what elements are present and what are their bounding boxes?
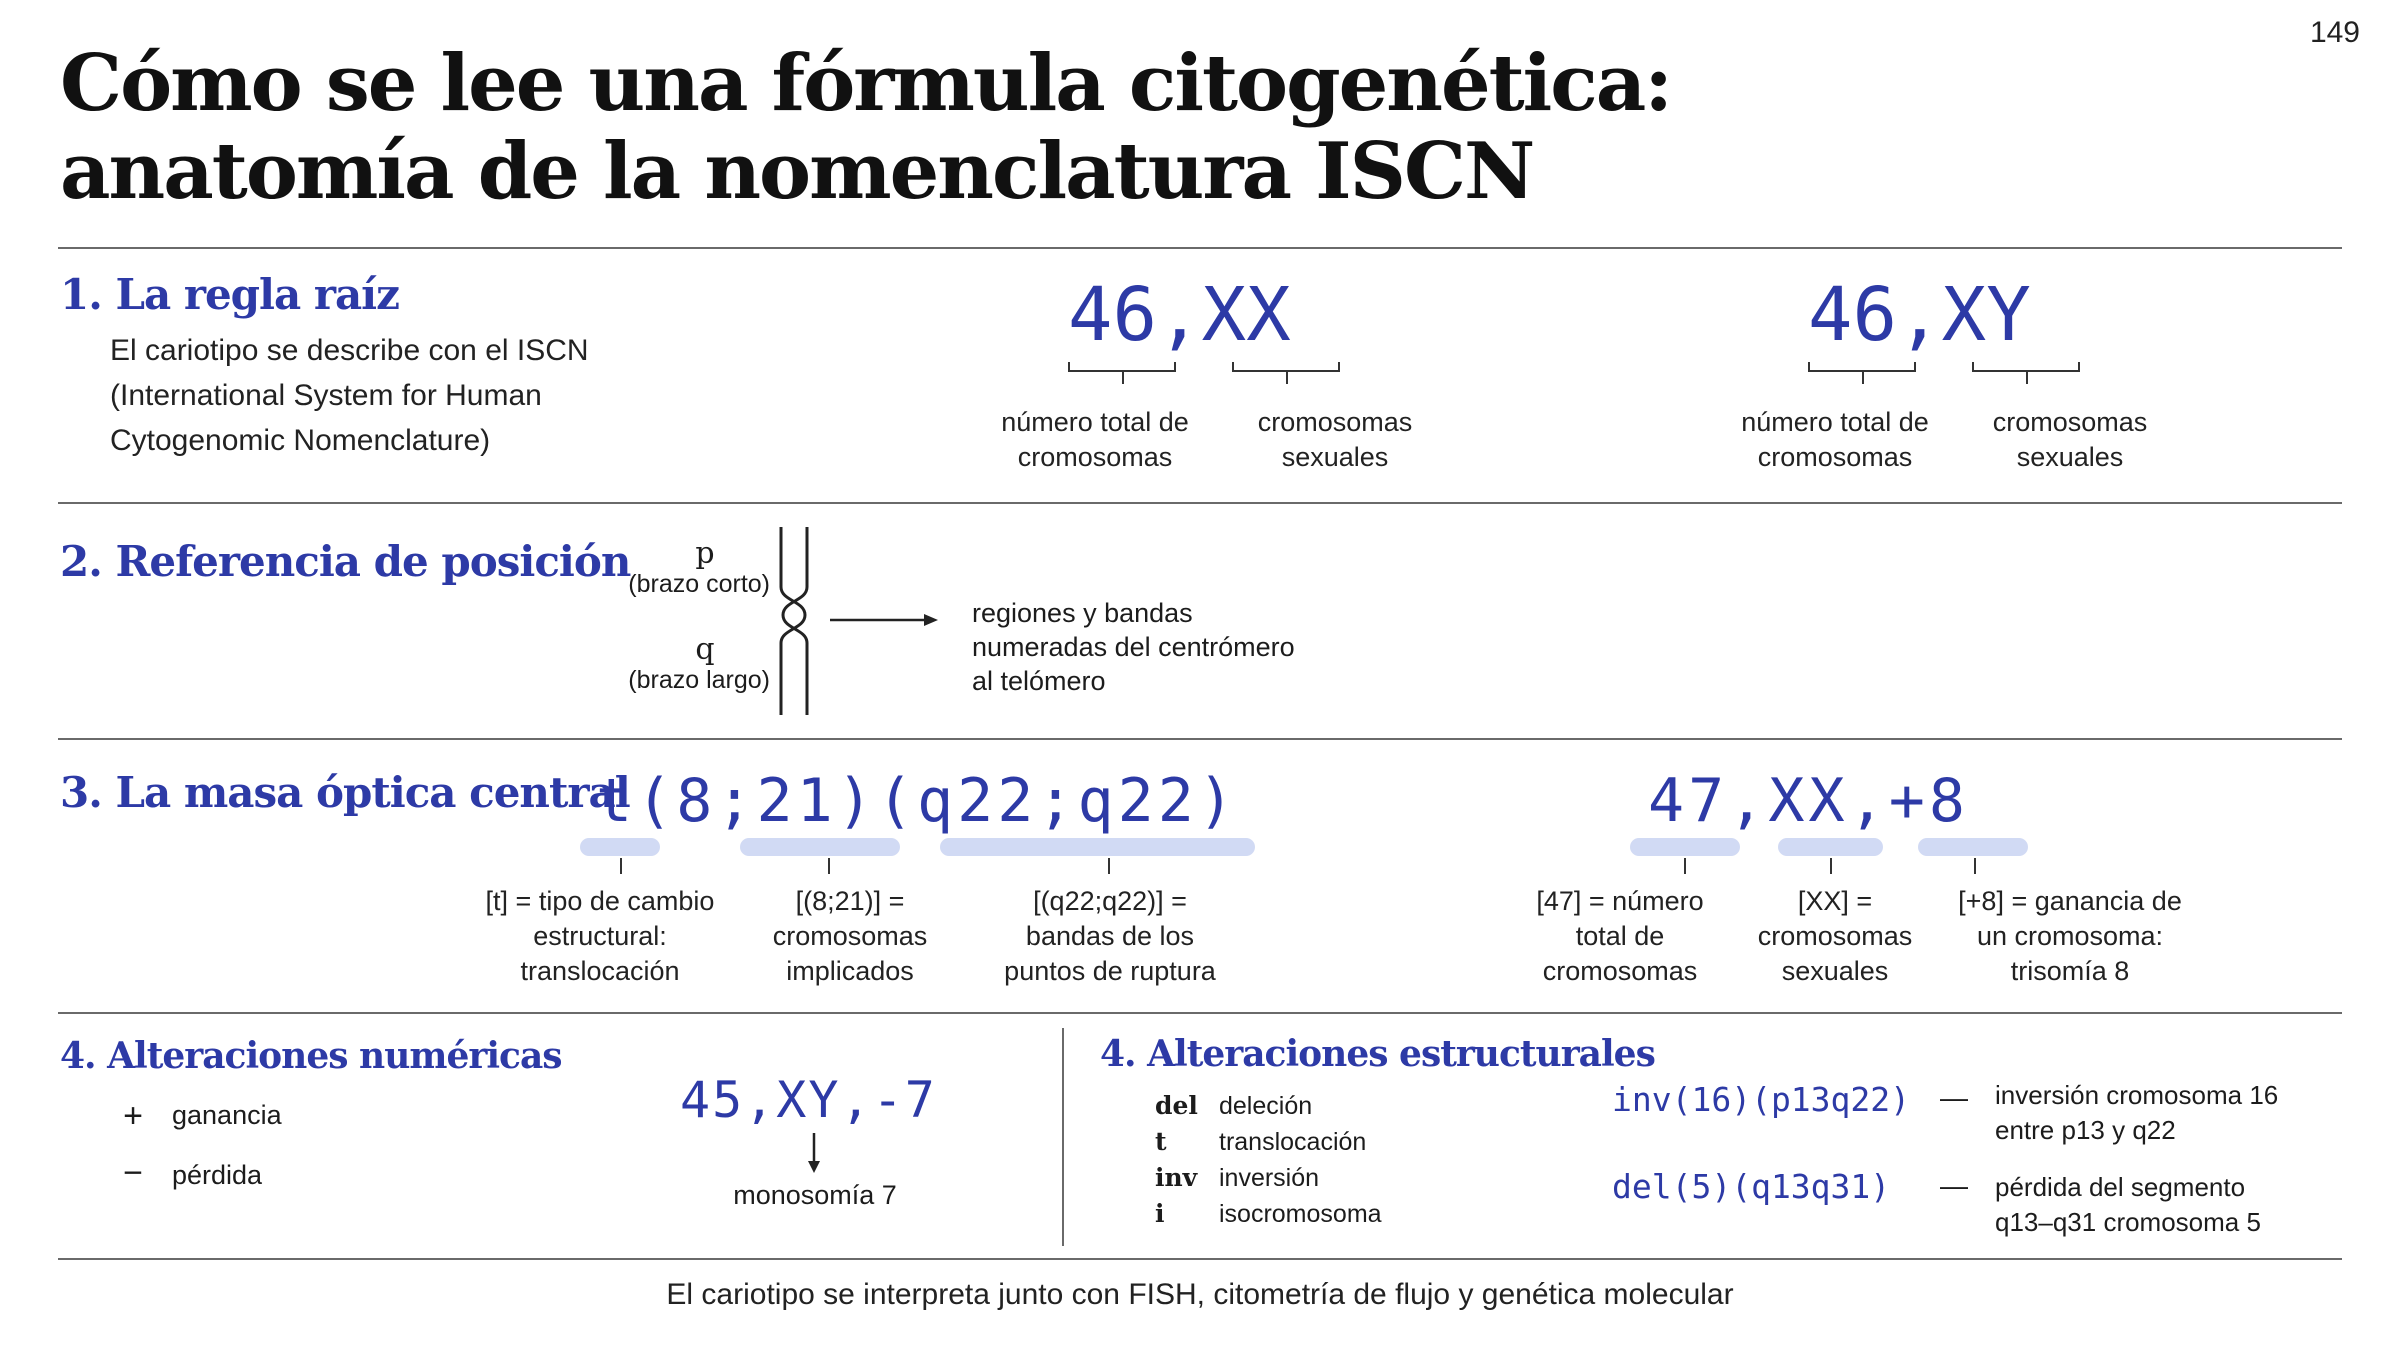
label-line: [XX] = <box>1797 886 1873 916</box>
label-line: sexuales <box>1281 442 1389 472</box>
dash: — <box>1940 1170 1968 1201</box>
legend-abbr: i <box>1155 1199 1165 1228</box>
legend-abbr: inv <box>1155 1163 1198 1192</box>
loss-label: pérdida <box>172 1160 263 1190</box>
bracket-sex <box>1232 362 1340 372</box>
formula-sex: XY <box>1941 272 2031 358</box>
plus-symbol: + <box>123 1097 143 1135</box>
divider-1 <box>58 247 2342 249</box>
formula-46-xx <box>1068 270 1291 360</box>
legend-abbr: t <box>1155 1127 1167 1156</box>
label-line: estructural: <box>533 921 667 951</box>
label-sex-chromosomes <box>1220 405 1450 475</box>
minus-symbol: − <box>123 1154 143 1192</box>
arrow-down-icon <box>806 1131 822 1175</box>
divider-5 <box>58 1258 2342 1260</box>
inversion-description <box>1995 1078 2278 1148</box>
legend-row <box>1155 1160 1382 1196</box>
legend-row <box>1155 1124 1382 1160</box>
footer-note: El cariotipo se interpreta junto con FISH, citometría de flujo y genética molecular <box>666 1278 1734 1311</box>
section2-desc-line: numeradas del centrómero <box>972 632 1295 662</box>
desc-line: pérdida del segmento <box>1995 1172 2246 1202</box>
section1-heading: 1. La regla raíz <box>60 270 399 319</box>
section1-desc-line: (International System for Human <box>110 379 542 412</box>
label-line: [t] = tipo de cambio <box>485 886 715 916</box>
formula-number: 46 <box>1808 272 1898 358</box>
section2-description <box>972 596 1295 698</box>
label-line: cromosomas <box>1257 407 1413 437</box>
divider-2 <box>58 502 2342 504</box>
tick-plus8 <box>1974 858 1976 874</box>
label-line: trisomía 8 <box>2010 956 2130 986</box>
label-line: puntos de ruptura <box>1004 956 1216 986</box>
label-total-chromosomes <box>980 405 1210 475</box>
highlight-plus8 <box>1918 838 2028 856</box>
highlight-chromosomes <box>740 838 900 856</box>
bracket-number <box>1068 362 1176 372</box>
formula-inversion: inv(16)(p13q22) <box>1612 1080 1911 1119</box>
tick-47 <box>1684 858 1686 874</box>
desc-line: inversión cromosoma 16 <box>1995 1080 2279 1110</box>
p-arm-label: p <box>695 536 715 571</box>
section2-desc-line: al telómero <box>972 666 1106 696</box>
divider-4 <box>58 1012 2342 1014</box>
legend-row <box>1155 1196 1382 1232</box>
tick-bands <box>1108 858 1110 874</box>
monosomy-label: monosomía 7 <box>733 1180 897 1210</box>
label-line: número total de <box>1741 407 1929 437</box>
page-number: 149 <box>2309 16 2360 49</box>
arrow-right-icon <box>828 612 940 628</box>
legend-row <box>1155 1088 1382 1124</box>
formula-comma: , <box>1897 272 1942 358</box>
legend-abbr: del <box>1155 1091 1198 1120</box>
highlight-47 <box>1630 838 1740 856</box>
label-line: cromosomas <box>1757 921 1913 951</box>
highlight-xx <box>1778 838 1883 856</box>
tick-t <box>620 858 622 874</box>
section1-desc-line: El cariotipo se describe con el ISCN <box>110 334 589 367</box>
dash: — <box>1940 1082 1968 1113</box>
desc-line: q13–q31 cromosoma 5 <box>1995 1207 2261 1237</box>
formula-monosomy: 45,XY,-7 <box>680 1071 937 1129</box>
section2-heading: 2. Referencia de posición <box>60 537 631 586</box>
section1-desc-line: Cytogenomic Nomenclature) <box>110 424 491 457</box>
title-line-1: Cómo se lee una fórmula citogenética: <box>60 38 1672 129</box>
label-line: número total de <box>1001 407 1189 437</box>
label-line: bandas de los <box>1025 921 1195 951</box>
legend-meaning: deleción <box>1219 1092 1313 1120</box>
formula-trisomy: 47,XX,+8 <box>1648 766 1969 836</box>
q-arm-sublabel: (brazo largo) <box>628 666 770 694</box>
highlight-bands <box>940 838 1255 856</box>
legend-meaning: translocación <box>1219 1128 1367 1156</box>
tick-xx <box>1830 858 1832 874</box>
section2-desc-line: regiones y bandas <box>972 598 1193 628</box>
formula-46-xy <box>1808 270 2031 360</box>
bracket-number <box>1808 362 1916 372</box>
label-line: cromosomas <box>772 921 928 951</box>
label-line: [(q22;q22)] = <box>1033 886 1187 916</box>
label-line: implicados <box>786 956 914 986</box>
label-line: total de <box>1575 921 1665 951</box>
q-arm-label: q <box>695 632 715 667</box>
legend-meaning: inversión <box>1219 1164 1320 1192</box>
label-breakpoint-bands <box>980 884 1240 989</box>
label-line: translocación <box>520 956 680 986</box>
abbreviation-legend <box>1155 1088 1382 1232</box>
chromosome-icon <box>770 525 820 717</box>
divider-3 <box>58 738 2342 740</box>
label-line: un cromosoma: <box>1976 921 2164 951</box>
formula-sex: XX <box>1201 272 1291 358</box>
section1-description <box>110 328 589 463</box>
highlight-t <box>580 838 660 856</box>
desc-line: entre p13 y q22 <box>1995 1115 2176 1145</box>
section4b-heading: 4. Alteraciones estructurales <box>1100 1033 1655 1075</box>
label-line: sexuales <box>2016 442 2124 472</box>
deletion-description <box>1995 1170 2261 1240</box>
label-structural-change <box>460 884 740 989</box>
label-line: [+8] = ganancia de <box>1958 886 2182 916</box>
label-sex-chromosomes <box>1955 405 2185 475</box>
tick-chromosomes <box>828 858 830 874</box>
section4a-heading: 4. Alteraciones numéricas <box>60 1035 562 1077</box>
label-line: [47] = número <box>1536 886 1704 916</box>
label-gain-trisomy <box>1930 884 2210 989</box>
vertical-divider <box>1062 1028 1064 1246</box>
bracket-sex <box>1972 362 2080 372</box>
formula-deletion: del(5)(q13q31) <box>1612 1167 1891 1206</box>
label-total-number <box>1500 884 1740 989</box>
page-title <box>60 40 1671 216</box>
label-line: cromosomas <box>1992 407 2148 437</box>
p-arm-sublabel: (brazo corto) <box>628 570 770 598</box>
label-line: cromosomas <box>1542 956 1698 986</box>
title-line-2: anatomía de la nomenclatura ISCN <box>60 126 1534 217</box>
label-line: cromosomas <box>1017 442 1173 472</box>
label-line: [(8;21)] = <box>795 886 905 916</box>
label-line: cromosomas <box>1757 442 1913 472</box>
formula-comma: , <box>1157 272 1202 358</box>
section3-heading: 3. La masa óptica central <box>60 768 630 817</box>
label-line: sexuales <box>1781 956 1889 986</box>
label-total-chromosomes <box>1720 405 1950 475</box>
formula-number: 46 <box>1068 272 1158 358</box>
label-involved-chromosomes <box>730 884 970 989</box>
legend-meaning: isocromosoma <box>1219 1200 1382 1228</box>
label-sex-chromosomes <box>1720 884 1950 989</box>
formula-translocation: t(8;21)(q22;q22) <box>596 766 1238 836</box>
gain-label: ganancia <box>172 1100 282 1130</box>
